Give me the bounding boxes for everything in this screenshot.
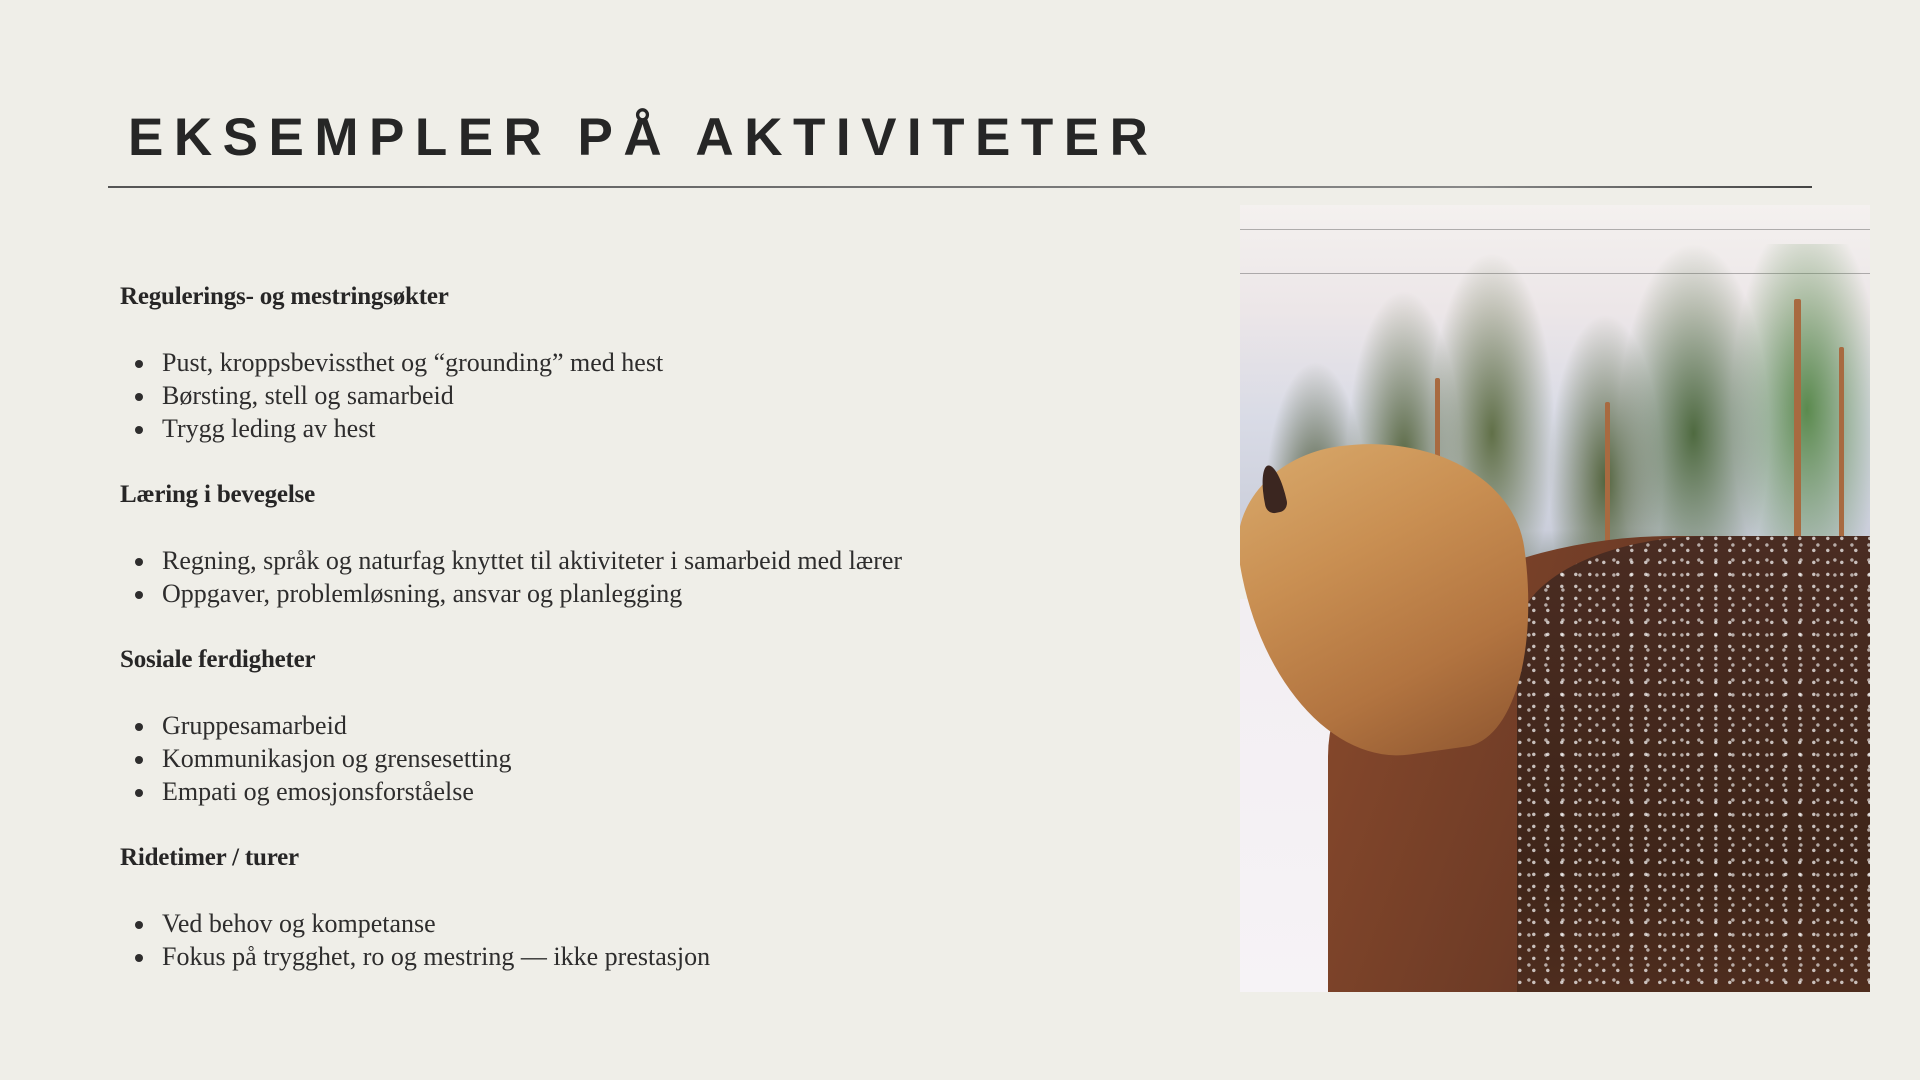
list-item-text: Gruppesamarbeid	[162, 711, 347, 740]
bullet-icon	[135, 789, 143, 797]
list-item	[120, 742, 1180, 775]
bullet-icon	[135, 921, 143, 929]
list-item	[120, 940, 1180, 973]
list-item	[120, 346, 1180, 379]
list-item-text: Pust, kroppsbevissthet og “grounding” med hest	[162, 348, 664, 377]
bullet-icon	[135, 591, 143, 599]
list-item-text: Fokus på trygghet, ro og mestring — ikke prestasjon	[162, 942, 711, 971]
bullet-list	[120, 544, 1180, 610]
list-item-text: Ved behov og kompetanse	[162, 909, 436, 938]
list-item-text: Kommunikasjon og grensesetting	[162, 744, 512, 773]
section-heading: Ridetimer / turer	[120, 844, 299, 871]
photo-powerline	[1240, 229, 1870, 230]
bullet-list	[120, 346, 1180, 445]
bullet-icon	[135, 723, 143, 731]
list-item	[120, 412, 1180, 445]
list-item	[120, 907, 1180, 940]
bullet-list	[120, 709, 1180, 808]
list-item-text: Oppgaver, problemløsning, ansvar og planlegging	[162, 579, 683, 608]
bullet-icon	[135, 558, 143, 566]
bullet-list	[120, 907, 1180, 973]
list-item	[120, 577, 1180, 610]
section-heading: Regulerings- og mestringsøkter	[120, 283, 449, 310]
list-item-text: Børsting, stell og samarbeid	[162, 381, 454, 410]
bullet-icon	[135, 393, 143, 401]
bullet-icon	[135, 756, 143, 764]
list-item-text: Regning, språk og naturfag knyttet til aktiviteter i samarbeid med lærer	[162, 546, 903, 575]
list-item	[120, 544, 1180, 577]
list-item-text: Empati og emosjonsforståelse	[162, 777, 474, 806]
list-item	[120, 379, 1180, 412]
list-item	[120, 775, 1180, 808]
section-heading: Læring i bevegelse	[120, 481, 315, 508]
title-divider	[108, 186, 1812, 188]
slide-title: EKSEMPLER PÅ AKTIVITETER	[128, 108, 1159, 167]
list-item	[120, 709, 1180, 742]
list-item-text: Trygg leding av hest	[162, 414, 376, 443]
horse-photo	[1240, 205, 1870, 992]
bullet-icon	[135, 426, 143, 434]
bullet-icon	[135, 360, 143, 368]
section-heading: Sosiale ferdigheter	[120, 646, 316, 673]
bullet-icon	[135, 954, 143, 962]
activities-list	[120, 280, 1180, 1006]
photo-horse-back-snow	[1517, 536, 1870, 992]
